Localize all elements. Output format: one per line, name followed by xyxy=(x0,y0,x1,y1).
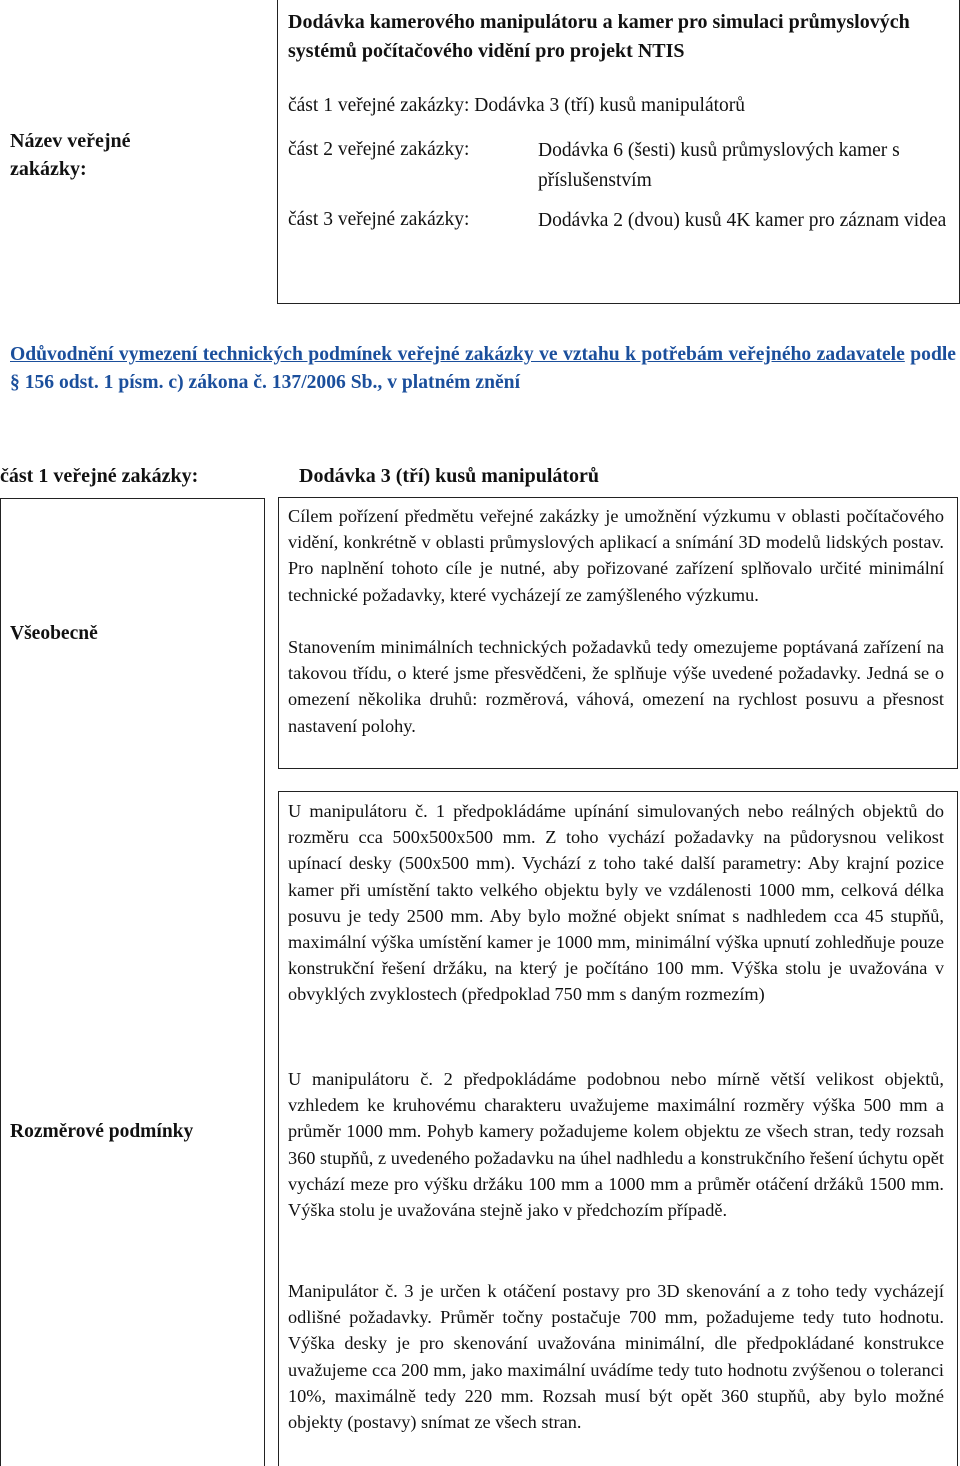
part-3-prefix: část 3 veřejné zakázky: xyxy=(288,209,470,230)
justification-link[interactable]: Odůvodnění vymezení technických podmínek veřejné zakázky ve vztahu k potřebám veřejného zadavatele xyxy=(10,344,905,365)
part1-title: Dodávka 3 (tří) kusů manipulátorů xyxy=(299,465,600,487)
header-label: Název veřejné zakázky: xyxy=(10,130,131,180)
section-label-dimensions: Rozměrové podmínky xyxy=(10,1121,194,1142)
part-2-prefix: část 2 veřejné zakázky: xyxy=(288,139,470,160)
justification-rest: podle § 156 odst. 1 písm. c) zákona č. 137/2006 Sb., v platném znění xyxy=(10,344,956,393)
justification-heading xyxy=(10,341,956,397)
section-label-general: Všeobecně xyxy=(10,623,98,644)
dimensions-paragraph-2: U manipulátoru č. 2 předpokládáme podobnou nebo mírně větší velikost objektů, vzhledem ke kruhovému charakteru uvažujeme maximální rozměry výška 500 mm a průměr 1000 mm. Pohyb kamery požadujeme kolem objektu ze všech stran, tedy rozsah 360 stupňů, z uvedeného požadavku na úhel nadhledu a konstrukčního řešení úchytu opět vychází meze pro výšku držáku 100 mm a 1000 mm a průměr otáčení držáků 1500 mm. Výška stolu je uvažována stejně jako v předchozím případě. xyxy=(288,1069,944,1221)
part-1-line xyxy=(288,92,952,120)
contract-title: Dodávka kamerového manipulátoru a kamer pro simulaci průmyslových systémů počítačového vidění pro projekt NTIS xyxy=(288,11,910,62)
part-1-text: Dodávka 3 (tří) kusů manipulátorů xyxy=(474,95,746,116)
part-3-text: Dodávka 2 (dvou) kusů 4K kamer pro záznam videa xyxy=(538,210,947,231)
dimensions-paragraph-3: Manipulátor č. 3 je určen k otáčení postavy pro 3D skenování a z toho tedy vycházejí odlišné požadavky. Průměr točny postačuje 700 mm, požadujeme tedy tuto hodnotu. Výška desky je pro skenování uvažována minimální, dle předpokládané konstrukce uvažujeme cca 200 mm, jako maximální uvádíme tedy tuto hodnotu zvýšenou o toleranci 10%, maximálně tedy 220 mm. Rozsah musí být opět 360 stupňů, aby bylo možné objekty (postavy) snímat ze všech stran. xyxy=(288,1281,944,1433)
dimensions-paragraph-1: U manipulátoru č. 1 předpokládáme upínání simulovaných nebo reálných objektů do rozměru cca 500x500x500 mm. Z toho vychází požadavky na půdorysnou velikost upínací desky (500x500 mm). Vychází z toho také další parametry: Aby krajní pozice kamer při umístění takto velkého objektu byly ve vzdálenosti 1000 mm, celková délka posuvu je tedy 2500 mm. Aby bylo možné objekt snímat s nadhledem cca 45 stupňů, maximální výška umístění kamer je 1000 mm, minimální výška upnutí zohledňuje pouze konstrukční řešení držáku, na který je počítáno 100 mm. Výška stolu je uvažována v obvyklých zvyklostech (předpoklad 750 mm s daným rozmezím) xyxy=(288,801,944,1005)
general-paragraph-2: Stanovením minimálních technických požadavků tedy omezujeme poptávaná zařízení na takovou třídu, o které jsme přesvědčeni, že splňuje výše uvedené požadavky. Jedná se o omezení několika druhů: rozměrová, váhová, omezení na rychlost posuvu a přesnost nastavení polohy. xyxy=(288,637,944,736)
general-paragraph-1: Cílem pořízení předmětu veřejné zakázky je umožnění výzkumu v oblasti počítačového vidění, konkrétně v oblasti průmyslových aplikací a snímání 3D modelů lidských postav. Pro naplnění tohoto cíle je nutné, aby pořizované zařízení splňovalo určité minimální technické požadavky, které vycházejí ze zamýšleného výzkumu. xyxy=(288,506,944,605)
part1-label: část 1 veřejné zakázky: xyxy=(0,465,199,487)
part-2-text: Dodávka 6 (šesti) kusů průmyslových kamer s příslušenstvím xyxy=(538,140,900,191)
part-1-prefix: část 1 veřejné zakázky: xyxy=(288,95,470,116)
